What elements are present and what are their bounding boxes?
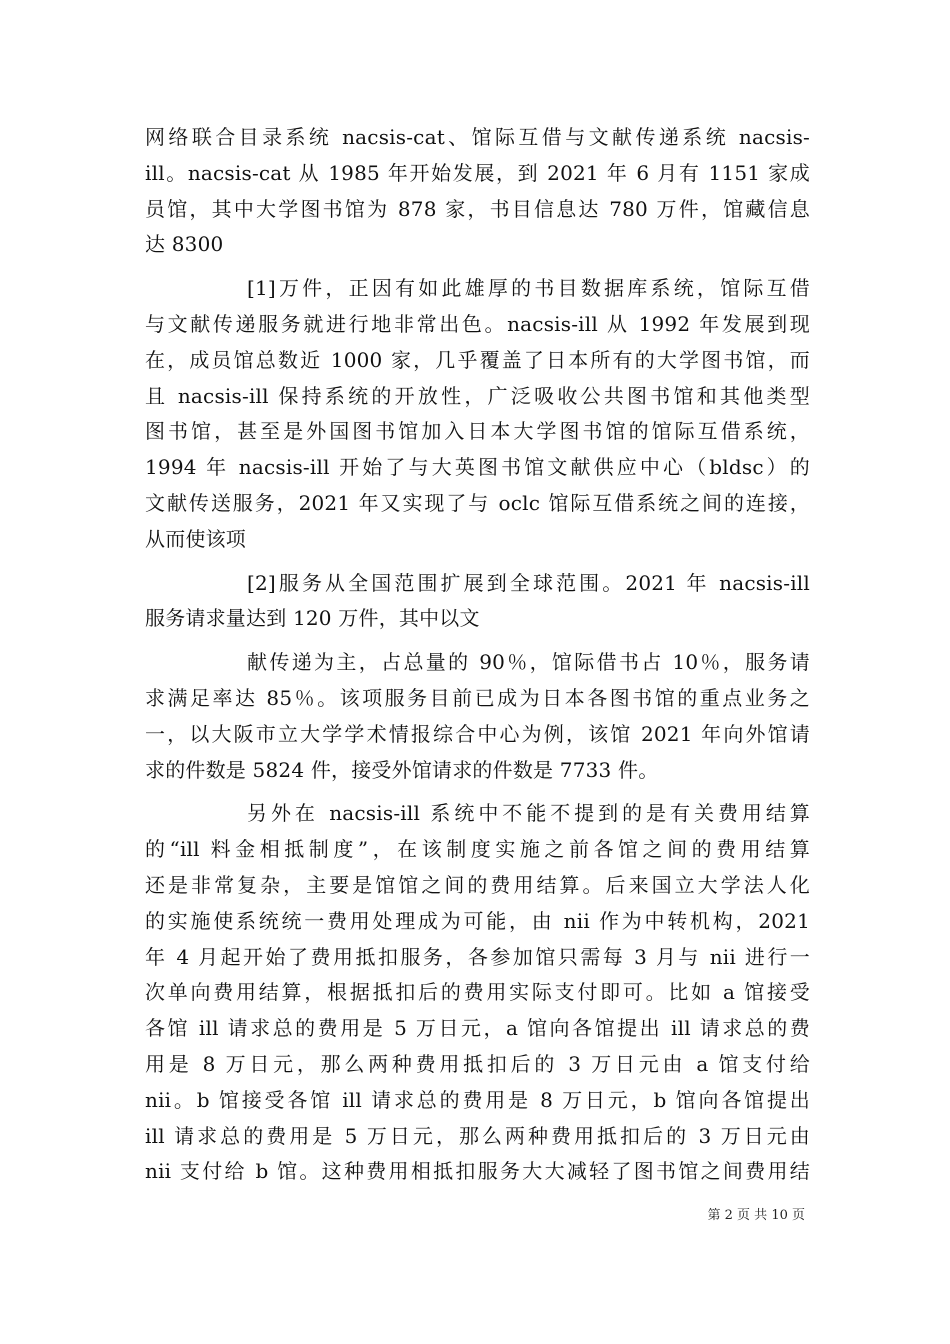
body-text [145, 120, 810, 1190]
text-line: ill 请求总的费用是 5 万日元，那么两种费用抵扣后的 3 万日元由 [145, 1123, 810, 1148]
text-line: 年 4 月起开始了费用抵扣服务，各参加馆只需每 3 月与 nii 进行一 [145, 944, 810, 969]
text-line: 献传递为主，占总量的 90％，馆际借书占 10％，服务请 [247, 650, 810, 675]
text-line: nii。b 馆接受各馆 ill 请求总的费用是 8 万日元，b 馆向各馆提出 [145, 1087, 810, 1112]
text-line: 求的件数是 5824 件，接受外馆请求的件数是 7733 件。 [145, 757, 659, 782]
text-line: [1]万件，正因有如此雄厚的书目数据库系统，馆际互借 [247, 276, 810, 301]
text-line: 从而使该项 [145, 526, 246, 551]
text-line: 另外在 nacsis-ill 系统中不能不提到的是有关费用结算 [247, 801, 810, 826]
text-line: 各馆 ill 请求总的费用是 5 万日元，a 馆向各馆提出 ill 请求总的费 [145, 1016, 810, 1041]
text-line: 图书馆，甚至是外国图书馆加入日本大学图书馆的馆际互借系统， [145, 419, 810, 444]
text-line: 用是 8 万日元，那么两种费用抵扣后的 3 万日元由 a 馆支付给 [145, 1051, 810, 1076]
text-line: 的实施使系统统一费用处理成为可能，由 nii 作为中转机构，2021 [145, 908, 810, 933]
page-number-footer: 第 2 页 共 10 页 [707, 1208, 805, 1223]
text-line: 达 8300 [145, 232, 224, 257]
text-line: 的“ill 料金相抵制度”，在该制度实施之前各馆之间的费用结算 [145, 837, 810, 862]
text-line: ill。nacsis-cat 从 1985 年开始发展，到 2021 年 6 月有 1151 家成 [145, 160, 810, 185]
text-line: nii 支付给 b 馆。这种费用相抵扣服务大大减轻了图书馆之间费用结 [145, 1159, 810, 1184]
text-line: 次单向费用结算，根据抵扣后的费用实际支付即可。比如 a 馆接受 [145, 980, 810, 1005]
text-line: 1994 年 nacsis-ill 开始了与大英图书馆文献供应中心（bldsc）的 [145, 455, 810, 480]
text-line: 文献传送服务，2021 年又实现了与 oclc 馆际互借系统之间的连接， [145, 490, 810, 515]
text-line: 网络联合目录系统 nacsis-cat、馆际互借与文献传递系统 nacsis- [145, 125, 810, 149]
text-line: 员馆，其中大学图书馆为 878 家，书目信息达 780 万件，馆藏信息 [145, 196, 810, 221]
text-line: 在，成员馆总数近 1000 家，几乎覆盖了日本所有的大学图书馆，而 [145, 347, 810, 372]
text-line: 服务请求量达到 120 万件，其中以文 [145, 606, 480, 631]
text-line: 且 nacsis-ill 保持系统的开放性，广泛吸收公共图书馆和其他类型 [145, 383, 810, 408]
text-line: [2]服务从全国范围扩展到全球范围。2021 年 nacsis-ill [247, 570, 810, 595]
text-line: 与文献传递服务就进行地非常出色。nacsis-ill 从 1992 年发展到现 [145, 311, 810, 336]
text-line: 还是非常复杂，主要是馆馆之间的费用结算。后来国立大学法人化 [145, 872, 810, 897]
text-line: 求满足率达 85％。该项服务目前已成为日本各图书馆的重点业务之 [145, 685, 810, 710]
text-line: 一，以大阪市立大学学术情报综合中心为例，该馆 2021 年向外馆请 [145, 721, 810, 746]
